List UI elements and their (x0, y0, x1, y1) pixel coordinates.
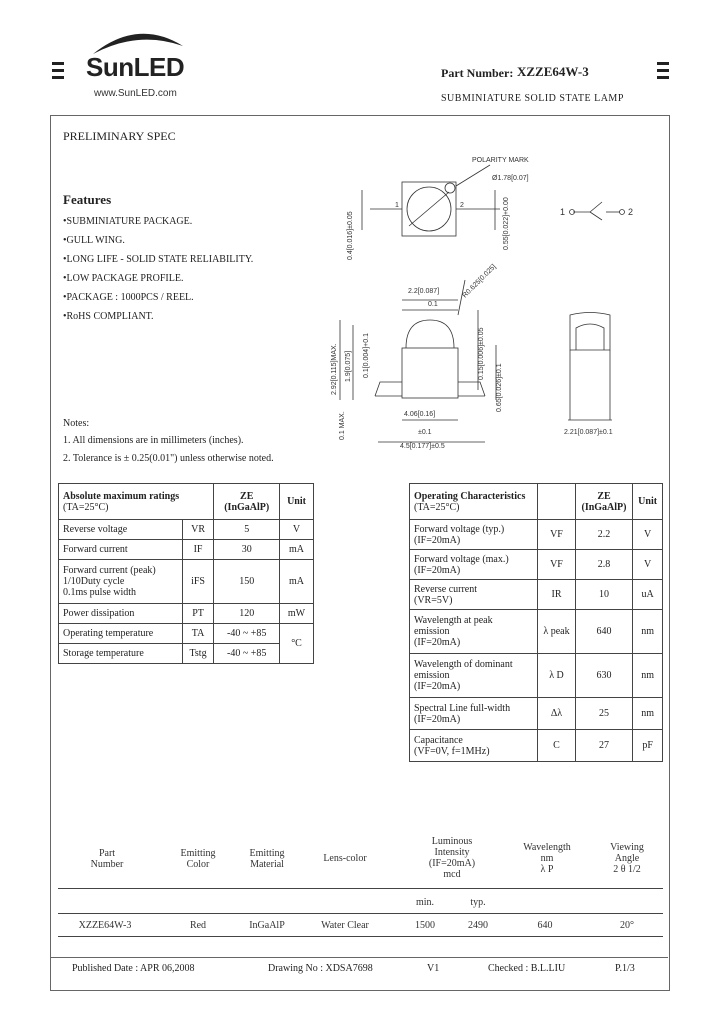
feature-item: •GULL WING. (63, 235, 125, 246)
bt-header-color: Emitting Color (180, 848, 216, 870)
dim-2-2: 2.2[0.087] (408, 288, 440, 295)
feature-item: •LOW PACKAGE PROFILE. (63, 273, 184, 284)
dim-max: 0.1 MAX. (339, 411, 346, 440)
brand-url: www.SunLED.com (94, 88, 177, 99)
features-title: Features (63, 192, 112, 207)
dim-tol: ±0.1 (418, 429, 432, 436)
table-row: Reverse current (VR=5V) IR 10 uA (410, 580, 663, 610)
table-row: Wavelength of dominant emission (IF=20mA) λ D 630 nm (410, 654, 663, 698)
table-row: Operating temperature TA -40 ~ +85 °C (59, 624, 314, 644)
op-header-ze: ZE (InGaAlP) (575, 484, 633, 520)
footer-published: Published Date : APR 06,2008 (72, 963, 195, 974)
circuit-pin-2: 2 (628, 207, 634, 217)
brand-logo: SunLED (86, 52, 185, 82)
footer-drawing: Drawing No : XDSA7698 (268, 963, 373, 974)
table-row: Forward current (peak) 1/10Duty cycle 0.1ms pulse width iFS 150 mA (59, 560, 314, 604)
table-row: Spectral Line full-width (IF=20mA) Δλ 25 nm (410, 698, 663, 730)
abs-header-title: Absolute maximum ratings (TA=25°C) (59, 484, 214, 520)
bt-typ: typ. (470, 897, 486, 908)
left-bars-icon (52, 62, 64, 83)
dim-lead: 0.4[0.016]±0.05 (347, 211, 354, 260)
abs-header-unit: Unit (280, 484, 314, 520)
dim-4-06: 4.06[0.16] (404, 411, 436, 418)
dim-gap: 0.55[0.022]+0.00 (503, 197, 510, 250)
dim-radius: R0.625[0.025] (461, 263, 498, 300)
notes-title: Notes: (63, 418, 90, 429)
subtitle: SUBMINIATURE SOLID STATE LAMP (441, 93, 624, 104)
package-drawing (320, 150, 660, 450)
note-2: 2. Tolerance is ± 0.25(0.01") unless otherwise noted. (63, 453, 274, 464)
dim-thickness: 0.15[0.006]±0.05 (478, 327, 485, 380)
part-number: XZZE64W-3 (517, 64, 589, 79)
table-row: Power dissipation PT 120 mW (59, 604, 314, 624)
bt-typ-val: 2490 (468, 920, 488, 931)
part-number-label: Part Number: (441, 66, 514, 80)
bt-header-luminous: Luminous Intensity (IF=20mA) mcd (428, 836, 476, 880)
bt-divider-2 (58, 913, 663, 914)
table-row: Capacitance (VF=0V, f=1MHz) C 27 pF (410, 730, 663, 762)
abs-header-ze: ZE (InGaAlP) (214, 484, 280, 520)
bt-min: min. (415, 897, 435, 908)
table-row: Forward voltage (max.) (IF=20mA) VF 2.8 V (410, 550, 663, 580)
feature-item: •RoHS COMPLIANT. (63, 311, 154, 322)
bt-header-part: Part Number (90, 848, 124, 870)
note-1: 1. All dimensions are in millimeters (inches). (63, 435, 244, 446)
bt-header-wavelength: Wavelength nm λ P (523, 842, 571, 875)
feature-item: •LONG LIFE - SOLID STATE RELIABILITY. (63, 254, 254, 265)
table-row: Forward current IF 30 mA (59, 540, 314, 560)
dim-0-1: 0.1 (428, 301, 438, 308)
bt-divider (58, 888, 663, 889)
pin-2-text: 2 (460, 202, 464, 209)
footer-checked: Checked : B.L.LIU (488, 963, 566, 974)
dim-lead-h: 0.65[0.026]±0.1 (496, 363, 503, 412)
bt-header-lens: Lens-color (323, 853, 367, 864)
bt-color: Red (189, 920, 207, 931)
dim-dia: Ø1.78[0.07] (492, 175, 529, 182)
bt-lens: Water Clear (321, 920, 369, 931)
right-bars-icon (657, 62, 669, 83)
op-header-title: Operating Characteristics (TA=25°C) (410, 484, 538, 520)
bt-wave-val: 640 (537, 920, 553, 931)
operating-table (409, 483, 663, 762)
table-row: Reverse voltage VR 5 V (59, 520, 314, 540)
spec-status: PRELIMINARY SPEC (63, 129, 176, 143)
abs-max-table (58, 483, 314, 664)
footer-divider (50, 957, 668, 958)
bt-part: XZZE64W-3 (78, 920, 132, 931)
table-row: Wavelength at peak emission (IF=20mA) λ peak 640 nm (410, 610, 663, 654)
bt-material: InGaAlP (249, 920, 285, 931)
feature-item: •SUBMINIATURE PACKAGE. (63, 216, 193, 227)
bt-header-material: Emitting Material (249, 848, 285, 870)
bt-header-viewing: Viewing Angle 2 θ 1/2 (610, 842, 644, 875)
feature-item: •PACKAGE : 1000PCS / REEL. (63, 292, 194, 303)
bt-view-val: 20° (620, 920, 634, 931)
dim-4-5: 4.5[0.177]±0.5 (400, 443, 445, 450)
footer-version: V1 (427, 963, 440, 974)
circuit-pin-1: 1 (560, 207, 566, 217)
dim-2-21: 2.21[0.087]±0.1 (564, 429, 613, 436)
bt-divider-3 (58, 936, 663, 937)
dim-height: 2.92[0.115]MAX. (331, 343, 338, 395)
polarity-mark: POLARITY MARK (472, 157, 529, 164)
dim-body: 1.9[0.075] (345, 350, 352, 382)
op-header-unit: Unit (633, 484, 663, 520)
dim-offset: 0.1[0.004]+0.1 (363, 333, 370, 378)
table-row: Storage temperature Tstg -40 ~ +85 (59, 644, 314, 664)
footer-page: P.1/3 (615, 963, 635, 974)
features-list (63, 212, 253, 326)
bt-min-val: 1500 (415, 920, 435, 931)
pin-1-text: 1 (395, 202, 399, 209)
table-row: Forward voltage (typ.) (IF=20mA) VF 2.2 V (410, 520, 663, 550)
